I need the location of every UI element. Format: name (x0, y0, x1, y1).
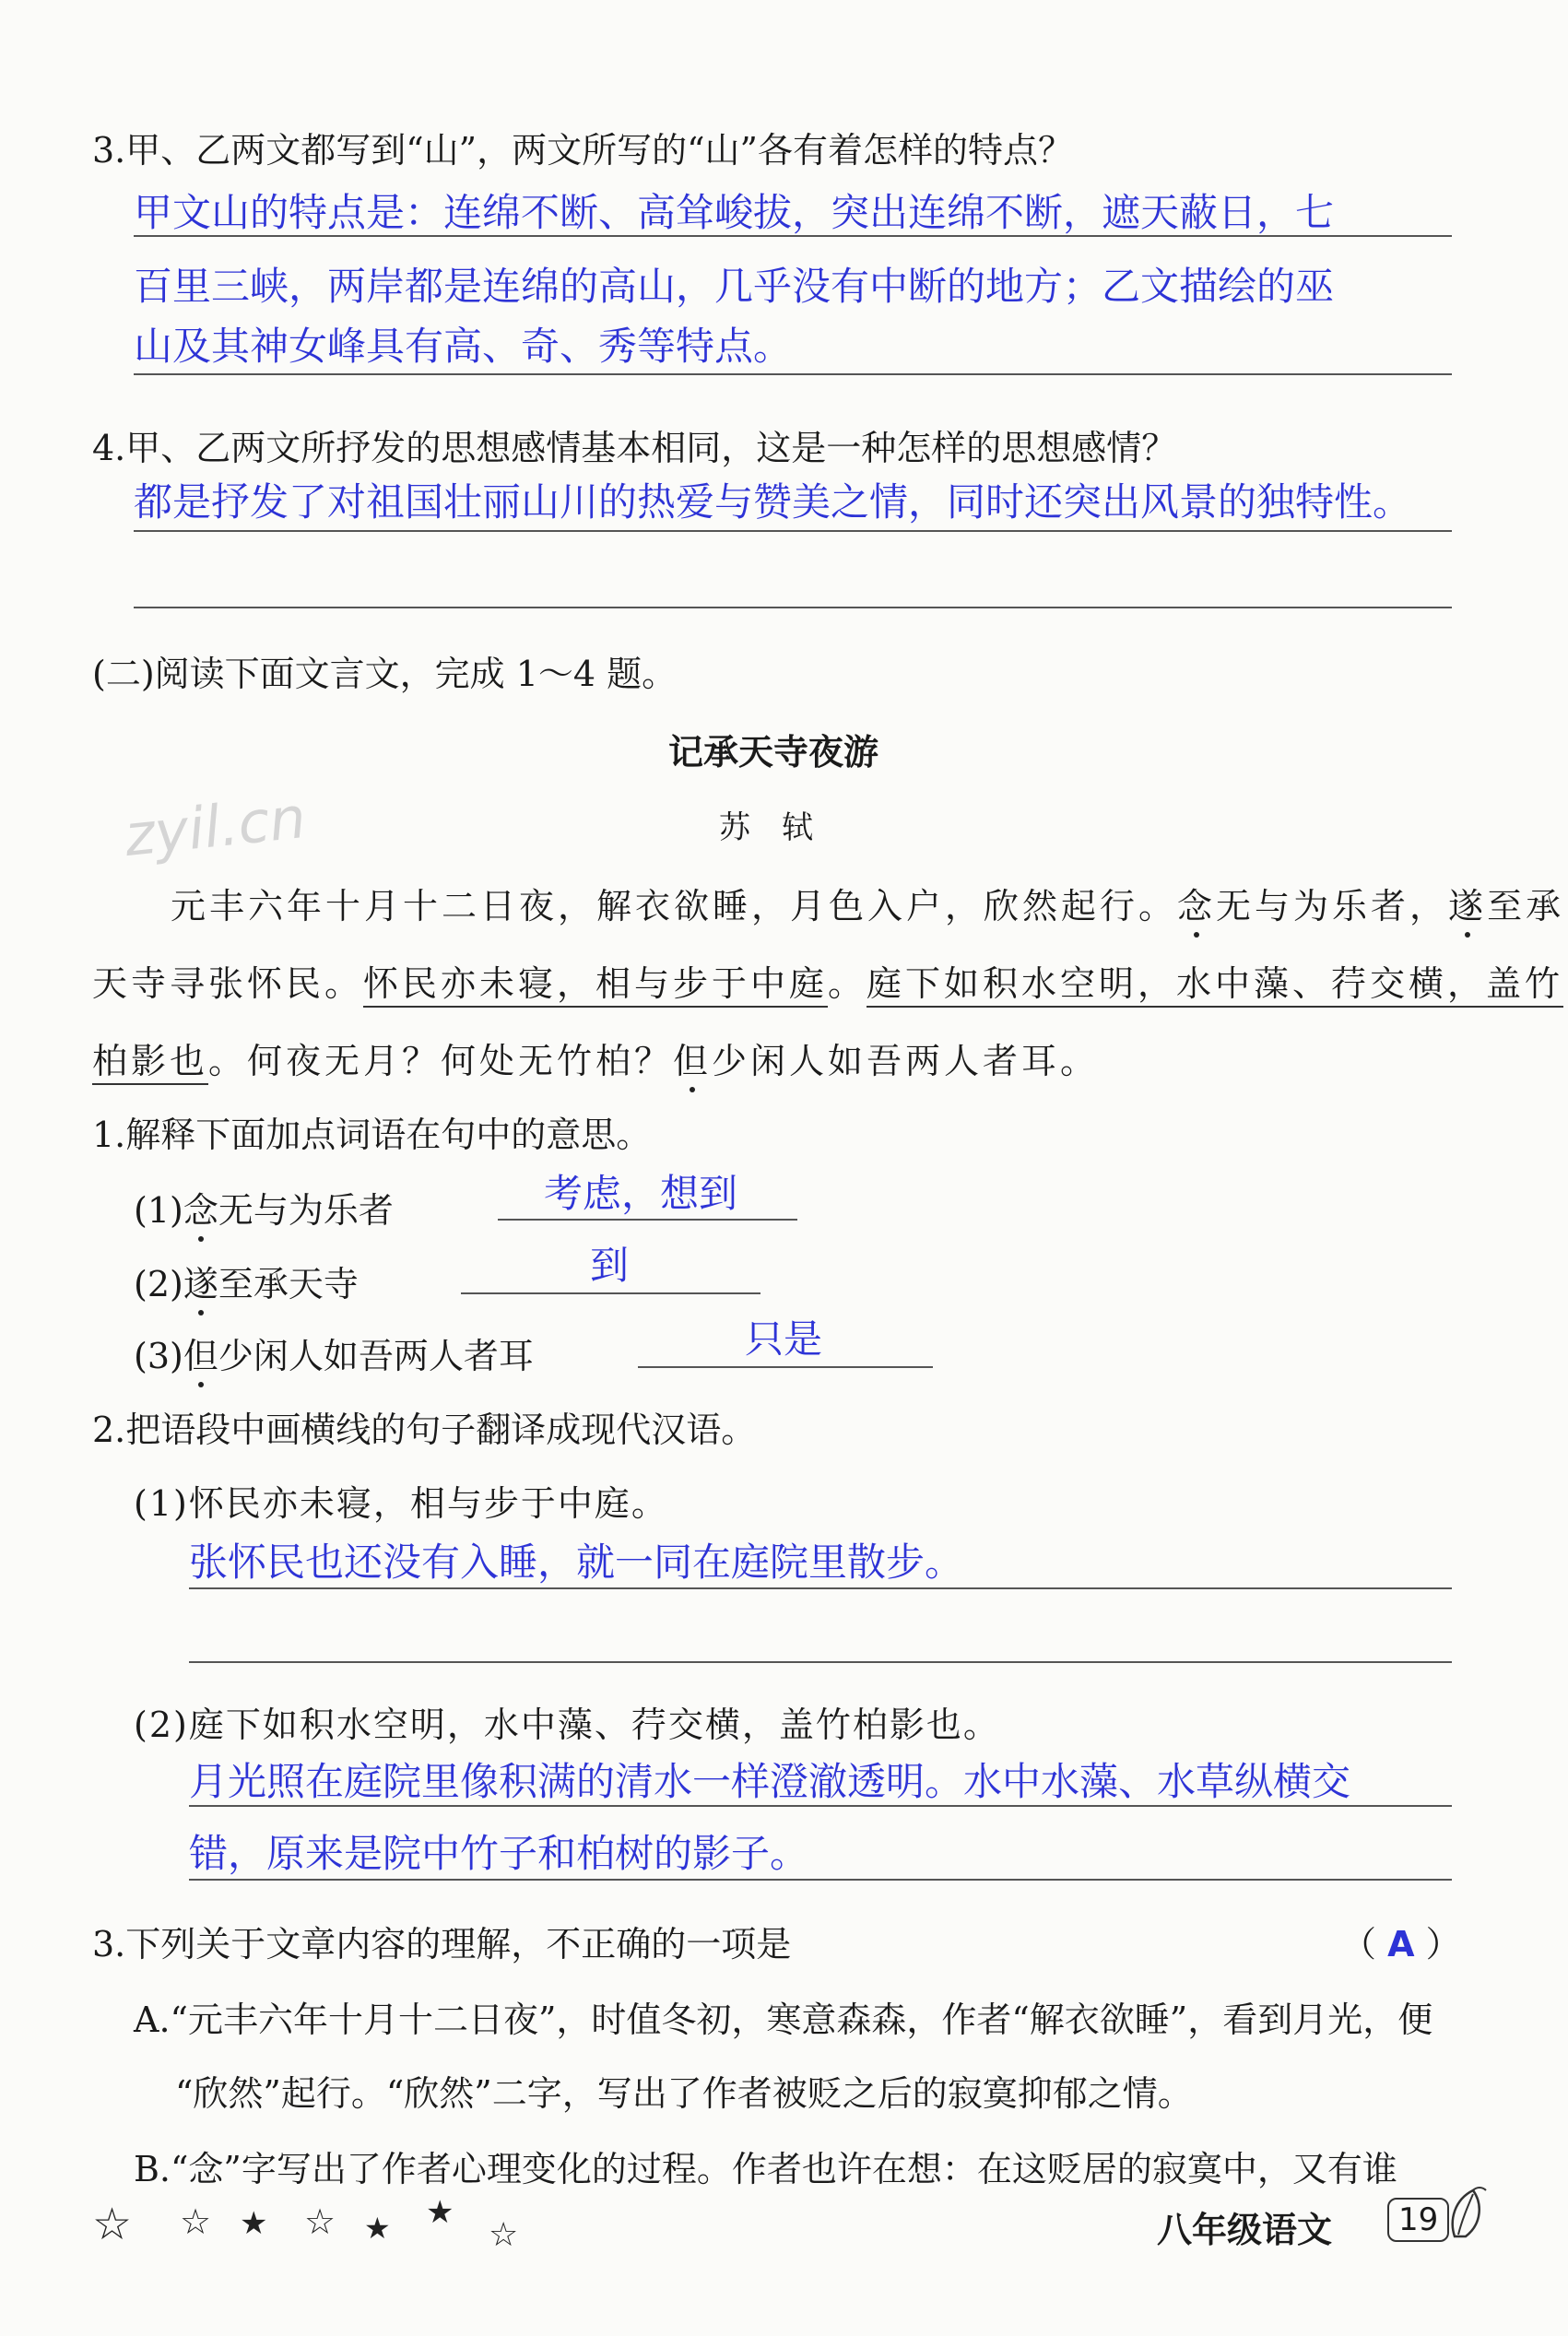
subquestion-2: 2.把语段中画横线的句子翻译成现代汉语。 (92, 1410, 757, 1450)
question-3-top: 3.甲、乙两文都写到“山”，两文所写的“山”各有着怎样的特点？ (92, 130, 1073, 171)
sq1-answer-1: 考虑，想到 (544, 1171, 738, 1216)
answer-rule (638, 1366, 933, 1368)
option-b-line-1: B.“念”字写出了作者心理变化的过程。作者也许在想：在这贬居的寂寞中，又有谁 (134, 2149, 1397, 2189)
leaf-decoration-icon (1445, 2183, 1490, 2242)
answer-line: 甲文山的特点是：连绵不断、高耸峻拔，突出连绵不断，遮天蔽日，七 (134, 190, 1335, 235)
sq2-answer-2-line-2: 错，原来是院中竹子和柏树的影子。 (189, 1831, 809, 1876)
sq1-item-2: (2)遂至承天寺 (134, 1264, 359, 1304)
passage-author: 苏 轼 (719, 809, 813, 846)
star-icon: ★ (240, 2205, 268, 2242)
sq1-item-3: (3)但少闲人如吾两人者耳 (134, 1336, 534, 1376)
sq1-item-1: (1)念无与为乐者 (134, 1190, 394, 1231)
star-icon: ☆ (304, 2201, 336, 2242)
answer-line: 都是抒发了对祖国壮丽山川的热爱与赞美之情，同时还突出风景的独特性。 (134, 479, 1412, 525)
answer-rule (461, 1292, 760, 1294)
answer-rule (134, 530, 1452, 532)
sq2-prompt-1: (1)怀民亦未寝，相与步于中庭。 (134, 1483, 668, 1524)
star-icon: ☆ (180, 2201, 212, 2242)
answer-line: 百里三峡，两岸都是连绵的高山，几乎没有中断的地方；乙文描绘的巫 (134, 264, 1335, 309)
passage-title: 记承天寺夜游 (668, 732, 879, 773)
answer-rule (498, 1219, 797, 1221)
section-intro: (二)阅读下面文言文，完成 1～4 题。 (92, 654, 678, 694)
grade-label: 八年级语文 (1157, 2210, 1333, 2250)
passage-line-1: 元丰六年十月十二日夜，解衣欲睡，月色入户，欣然起行。念无与为乐者，遂至承 (171, 886, 1565, 926)
star-icon: ★ (364, 2211, 391, 2246)
watermark: zyil.cn (121, 783, 310, 870)
answer-rule (134, 235, 1452, 237)
star-icon: ☆ (489, 2216, 519, 2254)
sq2-answer-2-line-1: 月光照在庭院里像积满的清水一样澄澈透明。水中水藻、水草纵横交 (189, 1759, 1351, 1804)
page-number: 19 (1387, 2198, 1449, 2242)
answer-bracket: （ A ） (1341, 1924, 1461, 1964)
passage-line-2: 天寺寻张怀民。怀民亦未寝，相与步于中庭。庭下如积水空明，水中藻、荇交横，盖竹 (92, 955, 1563, 1006)
star-icon: ☆ (92, 2199, 133, 2250)
subquestion-3: 3.下列关于文章内容的理解，不正确的一项是 (92, 1924, 792, 1964)
sq2-prompt-2: (2)庭下如积水空明，水中藻、荇交横，盖竹柏影也。 (134, 1705, 1000, 1745)
answer-rule (134, 607, 1452, 608)
option-a-line-1: A.“元丰六年十月十二日夜”，时值冬初，寒意森森，作者“解衣欲睡”，看到月光，便 (134, 2000, 1433, 2040)
sq1-answer-2: 到 (590, 1243, 630, 1288)
answer-rule (189, 1805, 1452, 1807)
sq3-answer: A (1387, 1924, 1415, 1964)
answer-rule (189, 1661, 1452, 1663)
sq2-answer-1: 张怀民也还没有入睡，就一同在庭院里散步。 (189, 1540, 964, 1585)
passage-line-3: 柏影也。何夜无月？何处无竹柏？但少闲人如吾两人者耳。 (92, 1032, 1099, 1083)
answer-rule (189, 1587, 1452, 1589)
sq1-answer-3: 只是 (745, 1316, 823, 1362)
answer-rule (189, 1879, 1452, 1881)
answer-line: 山及其神女峰具有高、奇、秀等特点。 (134, 324, 793, 369)
question-4-top: 4.甲、乙两文所抒发的思想感情基本相同，这是一种怎样的思想感情？ (92, 428, 1177, 468)
answer-rule (134, 373, 1452, 375)
option-a-line-2: “欣然”起行。“欣然”二字，写出了作者被贬之后的寂寞抑郁之情。 (175, 2073, 1193, 2114)
star-icon: ★ (426, 2194, 454, 2231)
subquestion-1: 1.解释下面加点词语在句中的意思。 (92, 1115, 652, 1155)
